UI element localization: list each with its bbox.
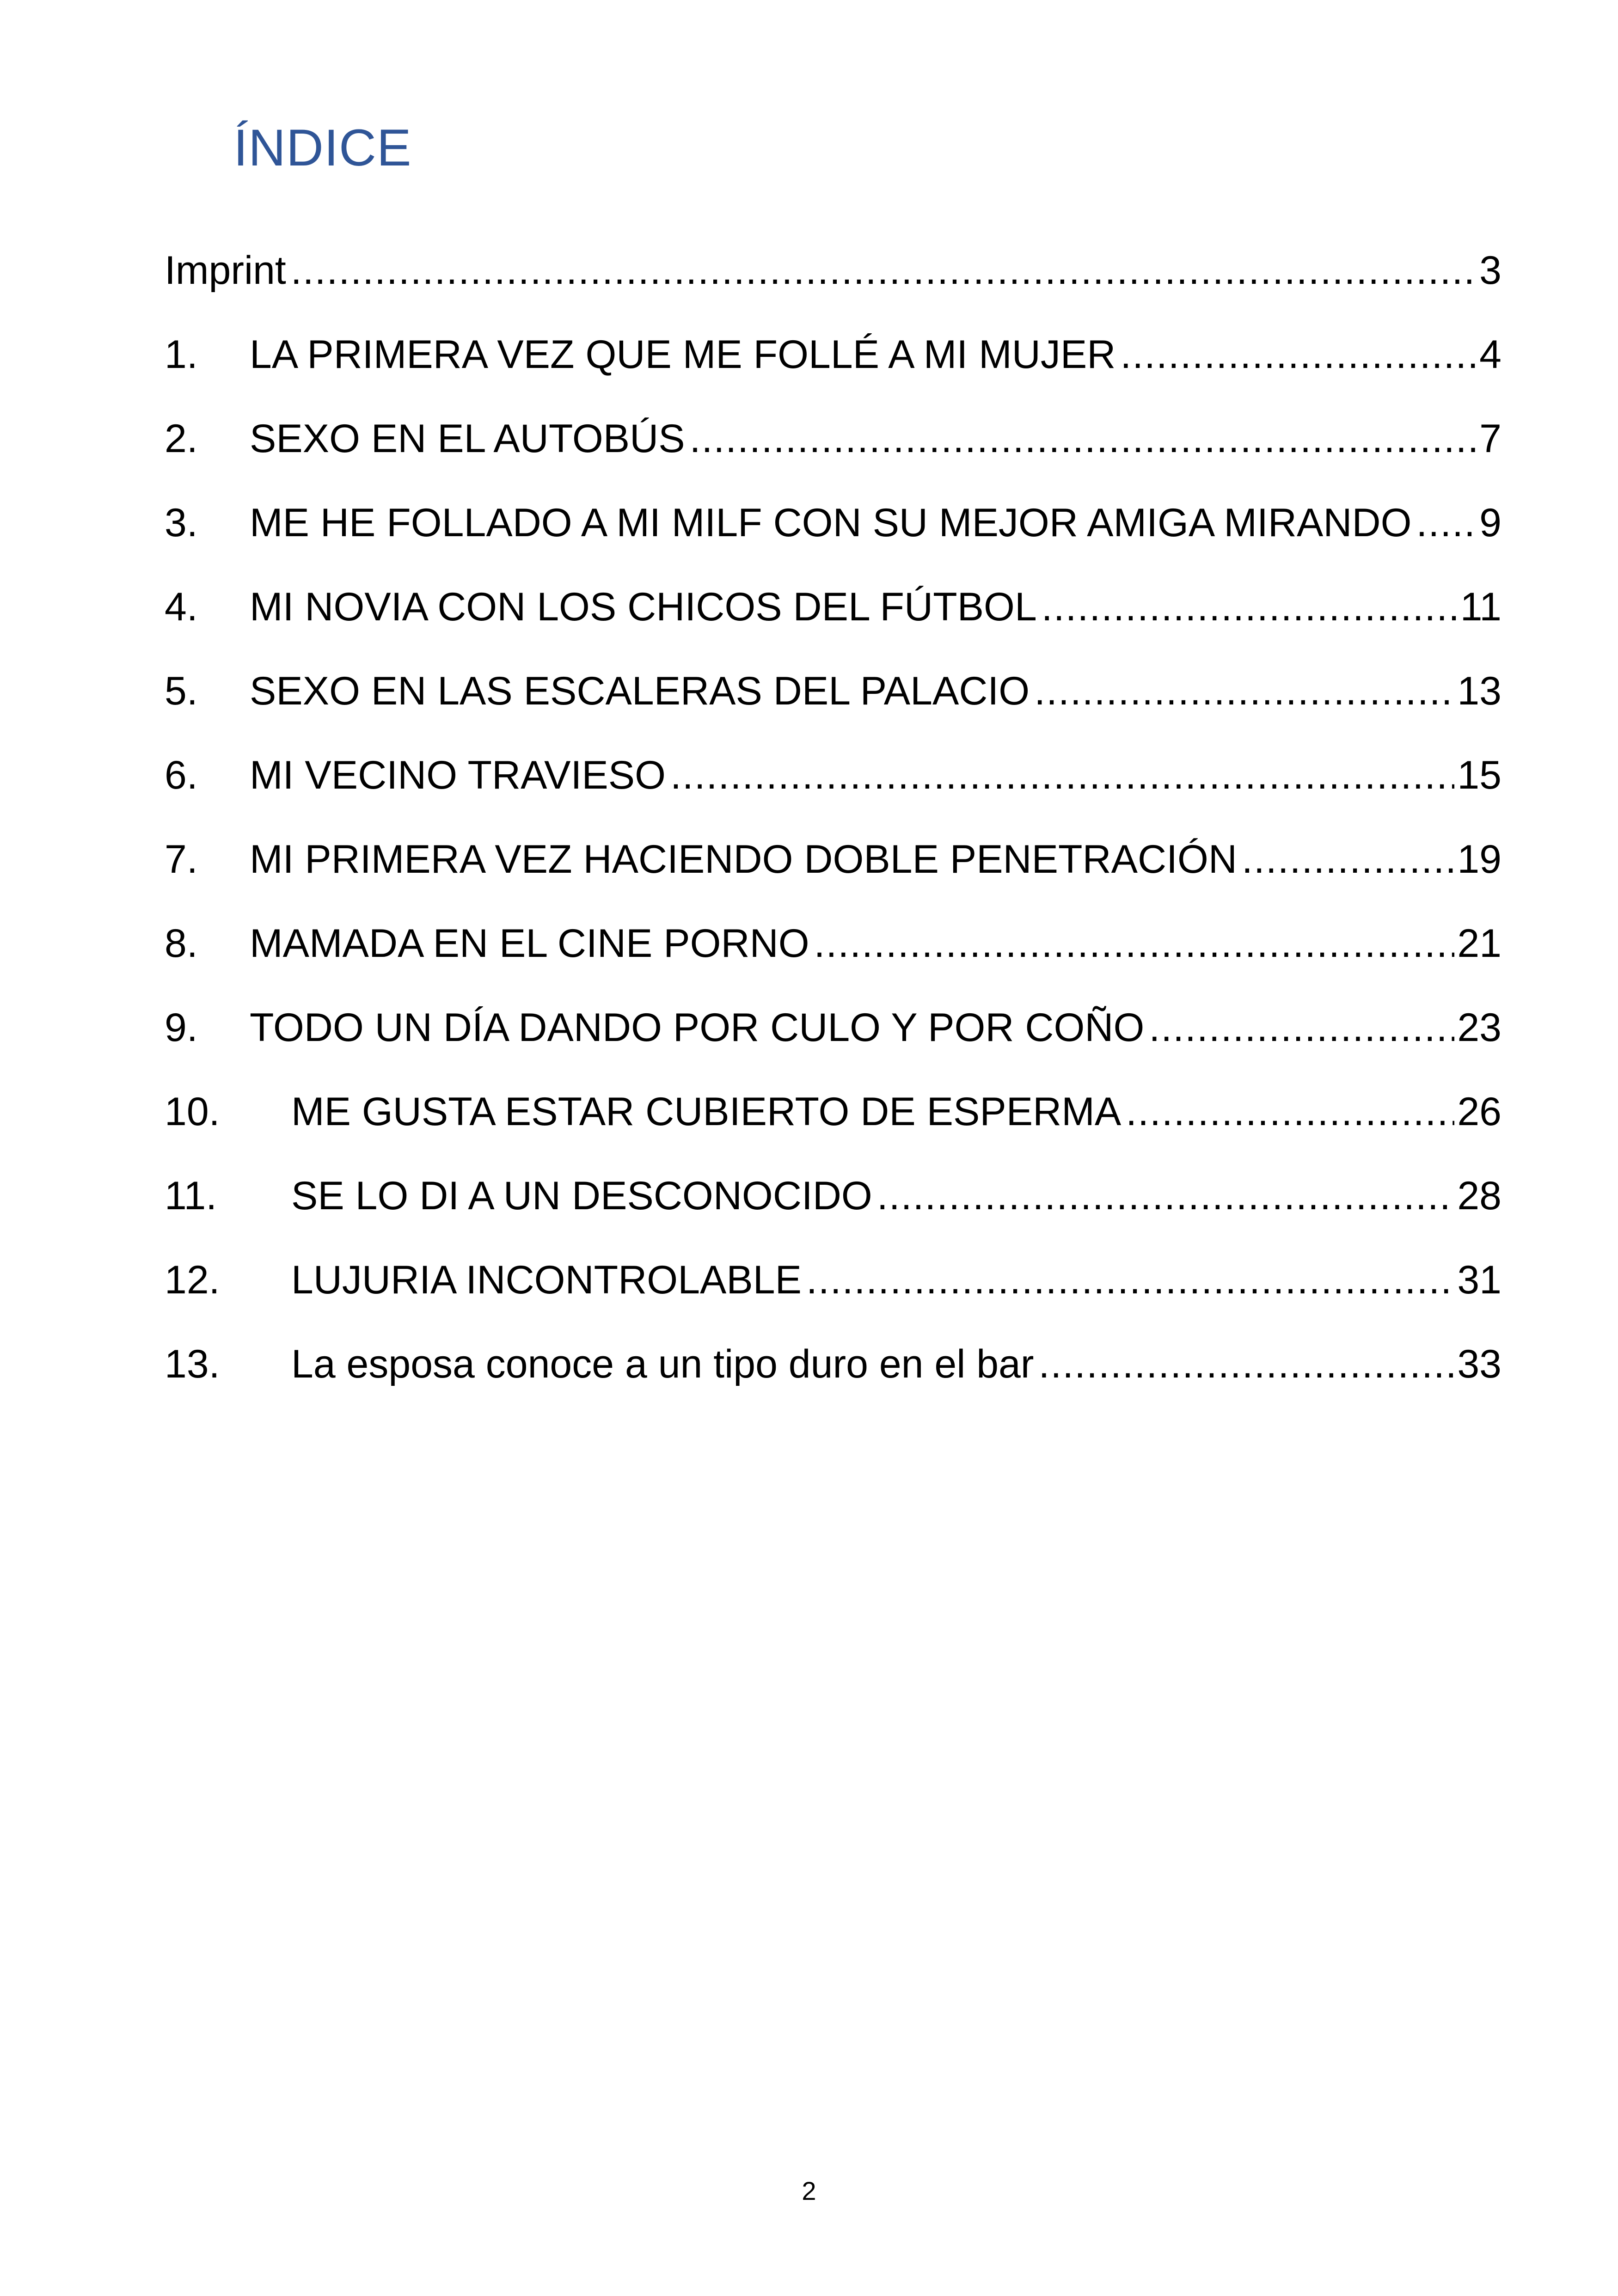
toc-entry-page: 11 [1460,585,1502,629]
toc-entry-title: MAMADA EN EL CINE PORNO [250,921,809,966]
dot-leader [670,738,1454,812]
toc-entry-page: 4 [1479,332,1502,377]
toc-entry-title: LUJURIA INCONTROLABLE [291,1258,802,1302]
toc-entry[interactable] [165,1243,1502,1327]
toc-entry-title: MI VECINO TRAVIESO [250,753,666,797]
dot-leader [1126,1075,1454,1149]
toc-entry-number: 7. [165,837,198,882]
dot-leader [806,1243,1454,1317]
toc-entry-title: SEXO EN EL AUTOBÚS [250,416,685,461]
dot-leader [814,906,1455,980]
dot-leader [1242,822,1454,896]
dot-leader [877,1159,1455,1233]
toc-entry[interactable] [165,1327,1502,1411]
toc-entry[interactable] [165,1159,1502,1243]
toc-entry-page: 7 [1479,416,1502,461]
toc-entry-page: 15 [1457,753,1502,797]
toc-entry-page: 26 [1457,1090,1502,1134]
toc-entry-number: 12. [165,1258,220,1302]
dot-leader [1149,991,1454,1065]
toc-entry-title: Imprint [165,248,286,293]
toc-entry-title: ME GUSTA ESTAR CUBIERTO DE ESPERMA [291,1090,1122,1134]
dot-leader [1416,486,1477,560]
toc-entry-title: LA PRIMERA VEZ QUE ME FOLLÉ A MI MUJER [250,332,1116,377]
toc-entry-number: 1. [165,332,198,377]
toc-entry-page: 28 [1457,1174,1502,1218]
toc-entry-number: 5. [165,669,198,713]
toc-entry[interactable] [165,654,1502,738]
toc-entry-title: MI NOVIA CON LOS CHICOS DEL FÚTBOL [250,585,1037,629]
toc-entry[interactable] [165,570,1502,654]
toc-entry-number: 6. [165,753,198,797]
toc-entry[interactable] [165,738,1502,822]
dot-leader [1034,654,1454,728]
toc-entry-title: SEXO EN LAS ESCALERAS DEL PALACIO [250,669,1030,713]
dot-leader [1042,570,1458,644]
toc-entry-page: 19 [1457,837,1502,882]
toc-entry-page: 21 [1457,921,1502,966]
toc-entry-title: MI PRIMERA VEZ HACIENDO DOBLE PENETRACIÓN [250,837,1238,882]
toc-entry-page: 31 [1457,1258,1502,1302]
table-of-contents [165,233,1502,1411]
page-number: 2 [802,2176,816,2205]
toc-entry-number: 4. [165,585,198,629]
toc-entry-number: 2. [165,416,198,461]
toc-entry[interactable] [165,906,1502,991]
toc-entry[interactable] [165,486,1502,570]
toc-entry-number: 9. [165,1005,198,1050]
toc-entry[interactable] [165,1075,1502,1159]
toc-entry-number: 8. [165,921,198,966]
toc-entry[interactable] [165,318,1502,402]
toc-entry[interactable] [165,822,1502,906]
toc-entry-page: 9 [1479,501,1502,545]
toc-entry-number: 10. [165,1090,220,1134]
toc-entry-page: 3 [1479,248,1502,293]
dot-leader [1120,318,1477,392]
dot-leader [291,233,1477,307]
toc-entry-page: 33 [1457,1342,1502,1386]
toc-entry-number: 3. [165,501,198,545]
dot-leader [690,402,1477,476]
toc-entry[interactable] [165,233,1502,318]
toc-entry[interactable] [165,402,1502,486]
toc-heading: ÍNDICE [233,119,412,177]
toc-entry[interactable] [165,991,1502,1075]
toc-entry-number: 11. [165,1174,217,1218]
toc-entry-number: 13. [165,1342,220,1386]
toc-entry-page: 13 [1457,669,1502,713]
dot-leader [1039,1327,1455,1401]
toc-entry-title: TODO UN DÍA DANDO POR CULO Y POR COÑO [250,1005,1145,1050]
toc-entry-page: 23 [1457,1005,1502,1050]
toc-entry-title: ME HE FOLLADO A MI MILF CON SU MEJOR AMIGA MIRANDO [250,501,1412,545]
toc-entry-title: La esposa conoce a un tipo duro en el bar [291,1342,1034,1386]
toc-entry-title: SE LO DI A UN DESCONOCIDO [291,1174,872,1218]
